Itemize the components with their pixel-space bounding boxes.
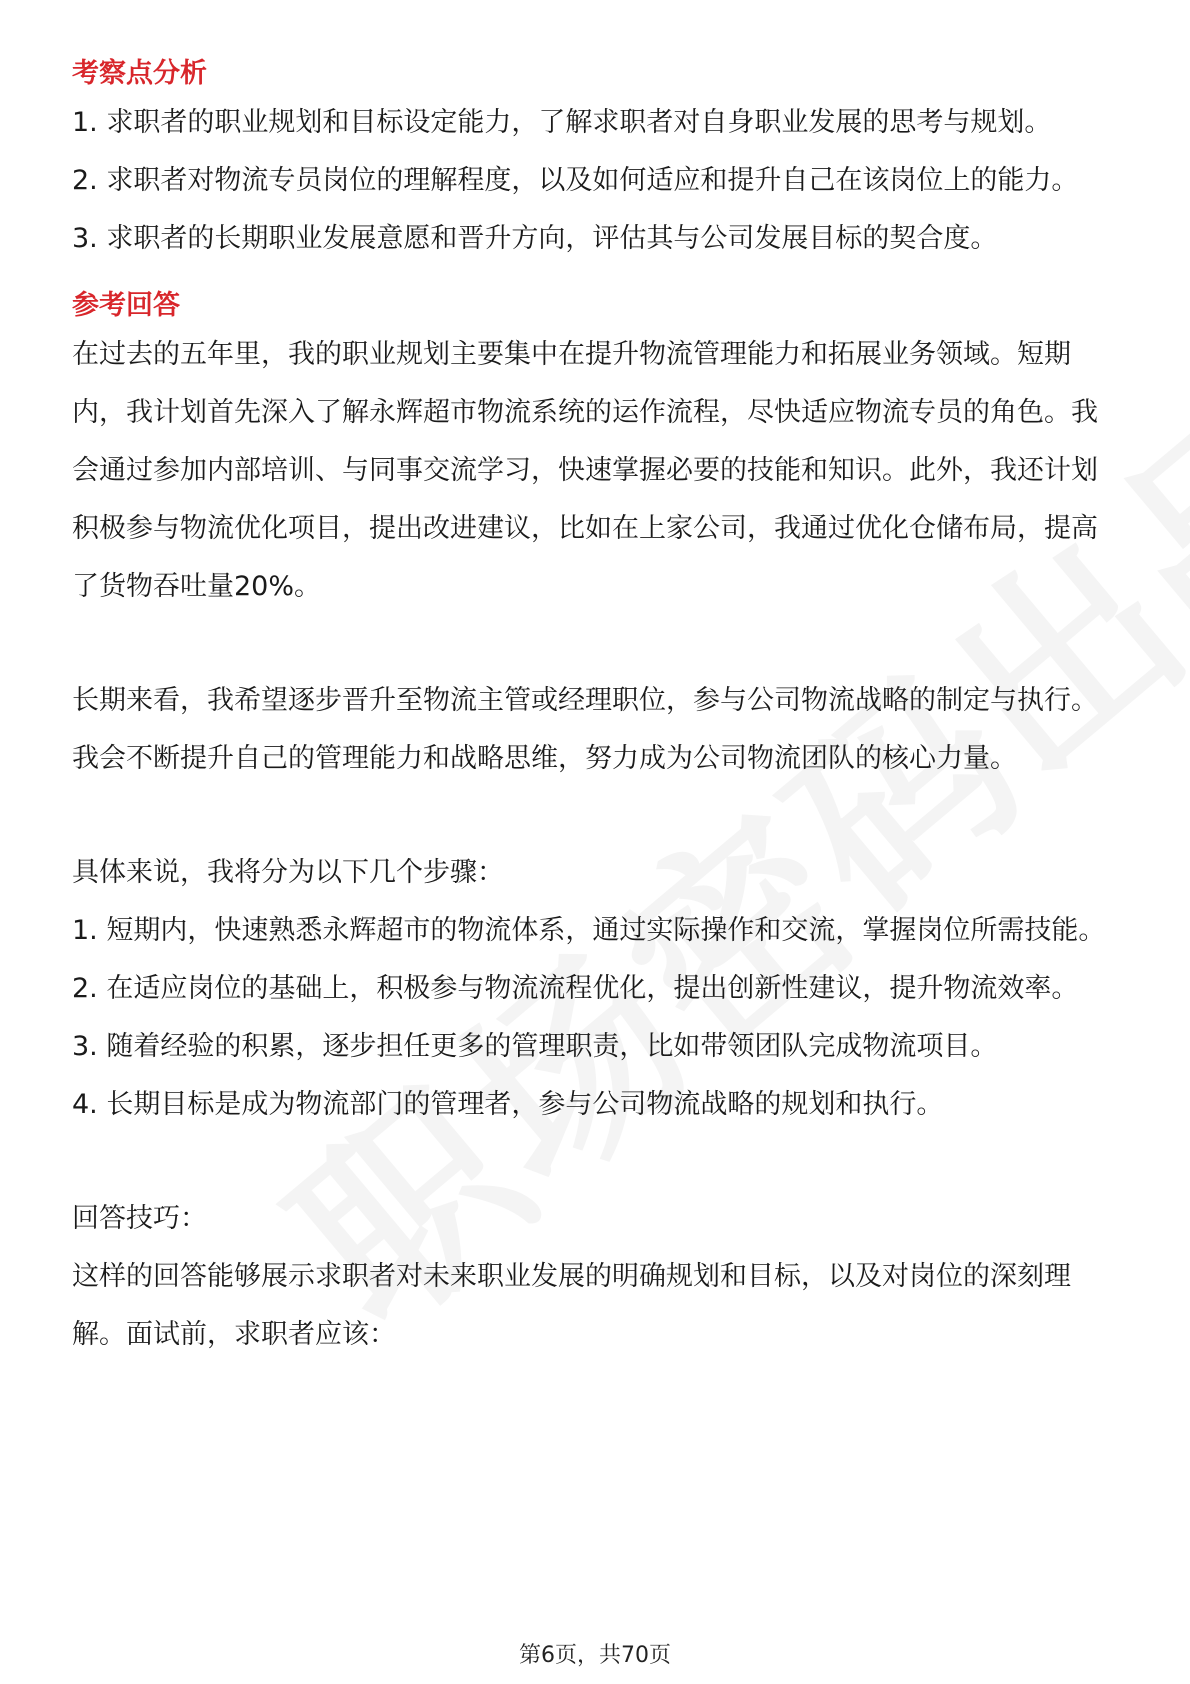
list-item: 2. 求职者对物流专员岗位的理解程度，以及如何适应和提升自己在该岗位上的能力。	[72, 165, 1079, 196]
answer-heading: 参考回答	[72, 290, 180, 321]
analysis-list	[72, 94, 1122, 268]
tips-paragraph: 这样的回答能够展示求职者对未来职业发展的明确规划和目标，以及对岗位的深刻理解。面试前，求职者应该：	[72, 1261, 1071, 1350]
list-item: 1. 求职者的职业规划和目标设定能力，了解求职者对自身职业发展的思考与规划。	[72, 107, 1052, 138]
answer-paragraph: 在过去的五年里，我的职业规划主要集中在提升物流管理能力和拓展业务领域。短期内，我计划首先深入了解永辉超市物流系统的运作流程，尽快适应物流专员的角色。我会通过参加内部培训、与同事交流学习，快速掌握必要的技能和知识。此外，我还计划积极参与物流优化项目，提出改进建议，比如在上家公司，我通过优化仓储布局，提高了货物吞吐量20%。	[72, 339, 1098, 602]
steps-intro: 具体来说，我将分为以下几个步骤：	[72, 857, 504, 888]
steps-list	[72, 902, 1122, 1134]
tips-heading: 回答技巧：	[72, 1203, 207, 1234]
answer-paragraph: 长期来看，我希望逐步晋升至物流主管或经理职位，参与公司物流战略的制定与执行。我会不断提升自己的管理能力和战略思维，努力成为公司物流团队的核心力量。	[72, 685, 1098, 774]
list-item: 2. 在适应岗位的基础上，积极参与物流流程优化，提出创新性建议，提升物流效率。	[72, 973, 1079, 1004]
list-item: 3. 随着经验的积累，逐步担任更多的管理职责，比如带领团队完成物流项目。	[72, 1031, 998, 1062]
analysis-heading: 考察点分析	[72, 58, 207, 89]
document-page	[72, 48, 1122, 1364]
page-number: 第6页，共70页	[519, 1643, 671, 1668]
list-item: 3. 求职者的长期职业发展意愿和晋升方向，评估其与公司发展目标的契合度。	[72, 223, 998, 254]
list-item: 1. 短期内，快速熟悉永辉超市的物流体系，通过实际操作和交流，掌握岗位所需技能。	[72, 915, 1106, 946]
list-item: 4. 长期目标是成为物流部门的管理者，参与公司物流战略的规划和执行。	[72, 1089, 944, 1120]
